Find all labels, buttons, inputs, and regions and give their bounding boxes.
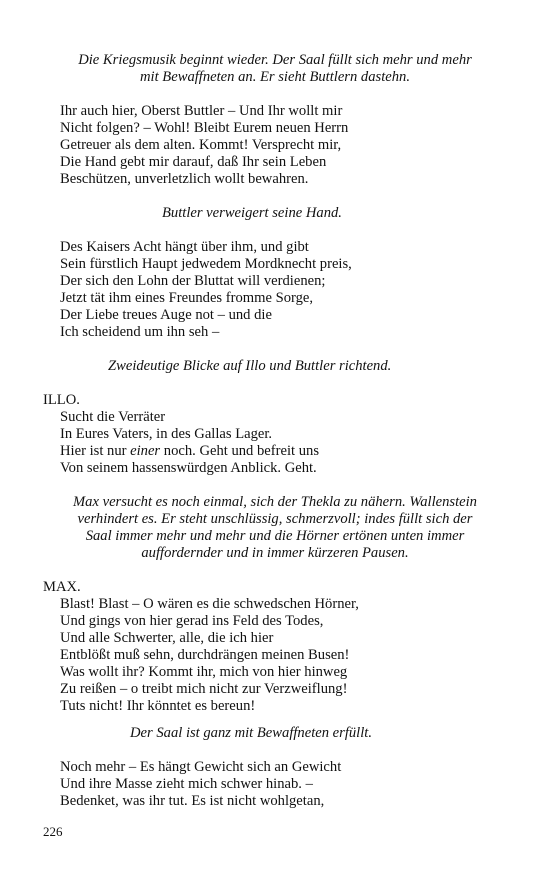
stage-direction-line: auffordernder und in immer kürzeren Pausen.: [141, 545, 409, 561]
verse-text: Hier ist nur: [60, 443, 131, 459]
verse-line: Die Hand gebt mir darauf, daß Ihr sein Leben: [60, 154, 327, 170]
speaker-name: ILLO.: [43, 392, 80, 408]
verse-line: Und gings von hier gerad ins Feld des Todes,: [60, 613, 324, 629]
page-number: 226: [43, 824, 63, 839]
verse-line: Blast! Blast – O wären es die schwedschen Hörner,: [60, 596, 359, 612]
stage-direction-line: verhindert es. Er steht unschlüssig, schmerzvoll; indes füllt sich der: [77, 511, 473, 527]
verse-line: Der sich den Lohn der Bluttat will verdienen;: [60, 273, 326, 289]
stage-direction-line: mit Bewaffneten an. Er sieht Buttlern dastehn.: [140, 69, 410, 85]
stage-direction-line: Max versucht es noch einmal, sich der Thekla zu nähern. Wallenstein: [73, 494, 477, 510]
emphasized-word: einer: [130, 443, 161, 459]
stage-direction-line: Zweideutige Blicke auf Illo und Buttler richtend.: [108, 358, 392, 374]
verse-line: Beschützen, unverletzlich wollt bewahren.: [60, 171, 309, 187]
verse-line: Von seinem hassenswürdgen Anblick. Geht.: [60, 460, 317, 476]
speaker-name: MAX.: [43, 579, 81, 595]
verse-line: Des Kaisers Acht hängt über ihm, und gibt: [60, 239, 309, 255]
verse-line: Und ihre Masse zieht mich schwer hinab. –: [60, 776, 313, 792]
verse-line: [60, 443, 319, 460]
verse-line: In Eures Vaters, in des Gallas Lager.: [60, 426, 273, 442]
verse-line: Ich scheidend um ihn seh –: [60, 324, 220, 340]
verse-line: Bedenket, was ihr tut. Es ist nicht wohlgetan,: [60, 793, 325, 809]
verse-line: Ihr auch hier, Oberst Buttler – Und Ihr wollt mir: [60, 103, 343, 119]
verse-line: Tuts nicht! Ihr könntet es bereun!: [60, 698, 256, 714]
verse-line: Nicht folgen? – Wohl! Bleibt Eurem neuen Herrn: [60, 120, 349, 136]
stage-direction-line: Der Saal ist ganz mit Bewaffneten erfüllt.: [130, 725, 372, 741]
verse-line: Jetzt tät ihm eines Freundes fromme Sorge,: [60, 290, 314, 306]
verse-line: Noch mehr – Es hängt Gewicht sich an Gewicht: [60, 759, 342, 775]
verse-line: Getreuer als dem alten. Kommt! Versprecht mir,: [60, 137, 342, 153]
stage-direction-text: Buttler verweigert seine Hand.: [162, 205, 342, 221]
verse-line: Sucht die Verräter: [60, 409, 166, 425]
verse-line: Entblößt muß sehn, durchdrängen meinen Busen!: [60, 647, 350, 663]
verse-line: Der Liebe treues Auge not – und die: [60, 307, 272, 323]
verse-line: Sein fürstlich Haupt jedwedem Mordknecht preis,: [60, 256, 352, 272]
verse-line: Was wollt ihr? Kommt ihr, mich von hier hinweg: [60, 664, 348, 680]
stage-direction-line: Saal immer mehr und mehr und die Hörner ertönen unten immer: [85, 528, 465, 544]
stage-direction-line: Die Kriegsmusik beginnt wieder. Der Saal füllt sich mehr und mehr: [78, 52, 472, 68]
verse-line: Zu reißen – o treibt mich nicht zur Verzweiflung!: [60, 681, 348, 697]
verse-text: noch. Geht und befreit uns: [160, 443, 319, 459]
verse-line: Und alle Schwerter, alle, die ich hier: [60, 630, 274, 646]
